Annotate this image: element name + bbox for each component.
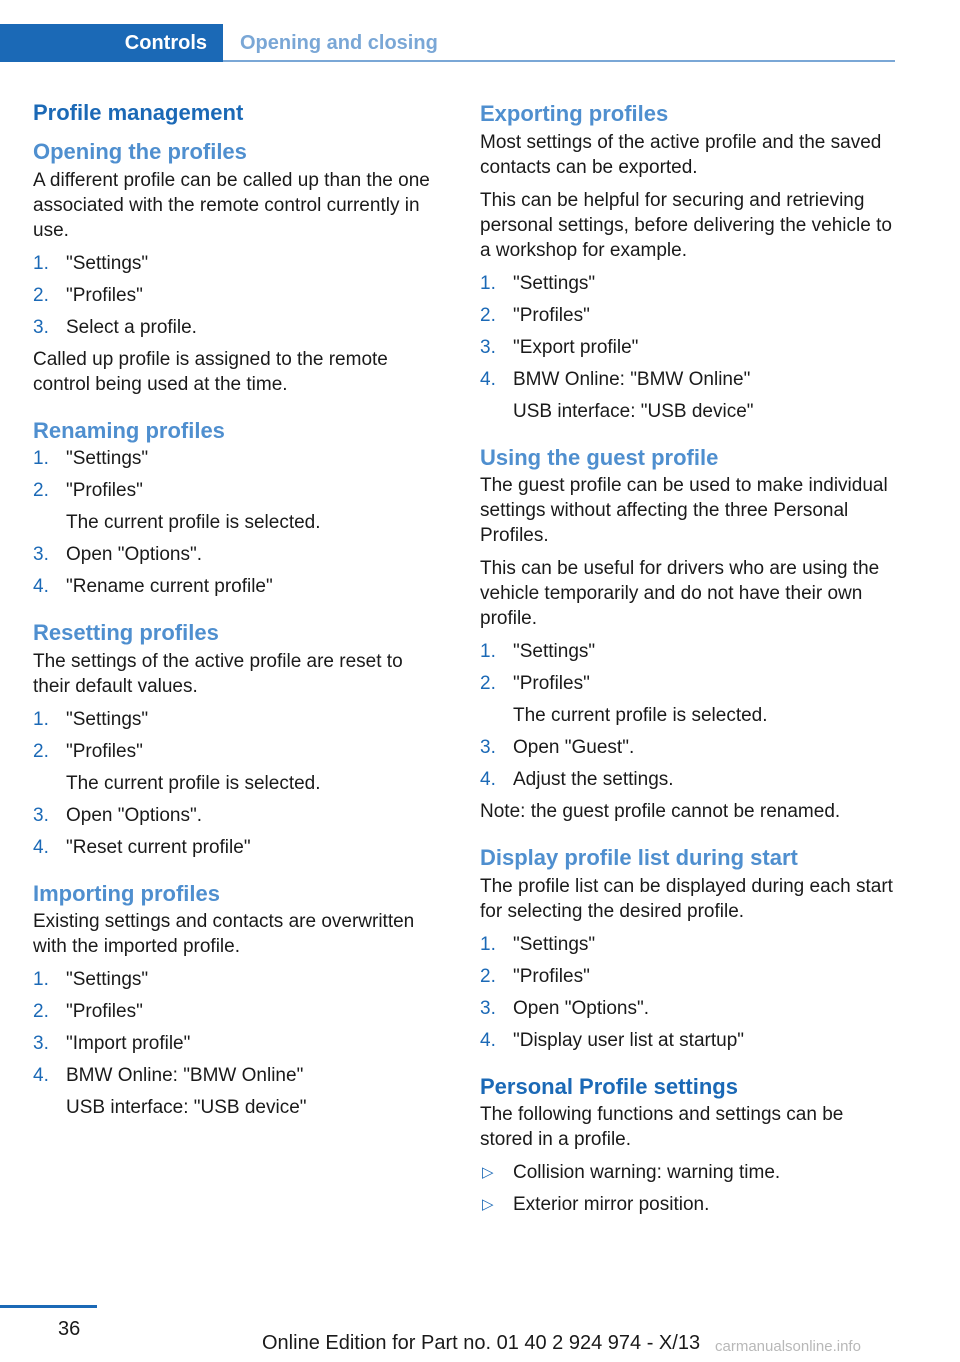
exporting-intro-1: Most settings of the active profile and the saved contacts can be exported. bbox=[480, 131, 882, 178]
list-item: 1. "Settings" bbox=[480, 933, 596, 955]
list-item: 4. "Reset current profile" bbox=[33, 836, 251, 858]
opening-note: Called up profile is assigned to the remote control being used at the time. bbox=[33, 348, 388, 395]
list-item: 4. Adjust the settings. bbox=[480, 769, 674, 790]
renaming-steps bbox=[33, 446, 443, 599]
heading-importing-profiles: Importing profiles bbox=[33, 880, 220, 906]
page-number: 36 bbox=[58, 1318, 81, 1340]
display-intro: The profile list can be displayed during each start for selecting the desired profile. bbox=[480, 875, 893, 922]
personal-intro: The following functions and settings can be stored in a profile. bbox=[480, 1104, 844, 1150]
exporting-intro-2: This can be helpful for securing and retrieving personal settings, before delivering the vehicle to a workshop for example. bbox=[480, 189, 892, 261]
header-divider bbox=[223, 60, 895, 62]
list-item: 2. "Profiles" The current profile is selected. bbox=[33, 740, 321, 794]
guest-intro-1: The guest profile can be used to make individual settings without affecting the three Personal Profiles. bbox=[480, 475, 888, 546]
list-item: 1. "Settings" bbox=[33, 969, 149, 991]
resetting-intro: The settings of the active profile are reset to their default values. bbox=[33, 650, 403, 697]
right-column bbox=[480, 100, 900, 1224]
page-title: Profile management bbox=[33, 100, 244, 125]
guest-intro-2: This can be useful for drivers who are using the vehicle temporarily and do not have their own profile. bbox=[480, 558, 880, 629]
list-item: 4. BMW Online: "BMW Online" USB interface: "USB device" bbox=[480, 368, 754, 422]
list-item: 3. Open "Options". bbox=[33, 544, 203, 566]
list-item: 3. Select a profile. bbox=[33, 316, 197, 338]
edition-text: Online Edition for Part no. 01 40 2 924 974 - X/13 bbox=[262, 1332, 701, 1354]
resetting-steps bbox=[33, 707, 443, 860]
list-item: 2. "Profiles" bbox=[480, 965, 590, 987]
list-item: 2. "Profiles" bbox=[33, 1001, 143, 1023]
opening-intro: A different profile can be called up than the one associated with the remote control currently in use. bbox=[33, 169, 430, 241]
opening-steps bbox=[33, 251, 443, 340]
importing-intro: Existing settings and contacts are overwritten with the imported profile. bbox=[33, 911, 415, 958]
heading-display-profile-list: Display profile list during start bbox=[480, 845, 798, 870]
heading-resetting-profiles: Resetting profiles bbox=[33, 620, 219, 646]
watermark-text: carmanualsonline.info bbox=[715, 1338, 861, 1355]
list-item: 1. "Settings" bbox=[33, 708, 149, 730]
list-item: 4. "Display user list at startup" bbox=[480, 1029, 745, 1051]
triangle-bullet-icon: ▷ bbox=[482, 1164, 494, 1181]
heading-guest-profile: Using the guest profile bbox=[480, 444, 719, 470]
footer-divider bbox=[0, 1305, 97, 1308]
list-item: 1. "Settings" bbox=[33, 252, 149, 274]
importing-steps bbox=[33, 967, 443, 1120]
list-item: 2. "Profiles" bbox=[480, 304, 590, 326]
heading-opening-profiles: Opening the profiles bbox=[33, 139, 247, 165]
left-column bbox=[33, 100, 443, 1127]
list-item: 1. "Settings" bbox=[480, 641, 596, 662]
heading-exporting-profiles: Exporting profiles bbox=[480, 101, 669, 126]
section-tab-opening-closing: Opening and closing bbox=[240, 31, 438, 54]
list-item: ▷ Collision warning: warning time. bbox=[482, 1162, 781, 1183]
page-header bbox=[0, 24, 895, 62]
guest-steps bbox=[480, 639, 900, 792]
list-item: 3. "Export profile" bbox=[480, 336, 639, 358]
heading-personal-profile-settings: Personal Profile settings bbox=[480, 1073, 738, 1099]
list-item: 2. "Profiles" The current profile is selected. bbox=[33, 480, 321, 534]
list-item: 2. "Profiles" bbox=[33, 284, 143, 306]
list-item: 1. "Settings" bbox=[480, 272, 596, 294]
guest-note: Note: the guest profile cannot be renamed. bbox=[480, 801, 841, 822]
list-item: 3. "Import profile" bbox=[33, 1033, 191, 1055]
list-item: 3. Open "Options". bbox=[33, 804, 203, 826]
heading-renaming-profiles: Renaming profiles bbox=[33, 417, 225, 443]
exporting-steps bbox=[480, 271, 900, 424]
list-item: 3. Open "Options". bbox=[480, 997, 650, 1019]
list-item: 2. "Profiles" The current profile is selected. bbox=[480, 673, 768, 726]
list-item: ▷ Exterior mirror position. bbox=[482, 1194, 710, 1215]
personal-bullets bbox=[480, 1160, 900, 1217]
list-item: 3. Open "Guest". bbox=[480, 737, 635, 758]
list-item: 4. "Rename current profile" bbox=[33, 576, 273, 598]
section-tab-controls: Controls bbox=[0, 24, 223, 62]
list-item: 1. "Settings" bbox=[33, 448, 149, 470]
display-steps bbox=[480, 932, 900, 1053]
triangle-bullet-icon: ▷ bbox=[482, 1196, 494, 1213]
list-item: 4. BMW Online: "BMW Online" USB interface: "USB device" bbox=[33, 1065, 307, 1119]
